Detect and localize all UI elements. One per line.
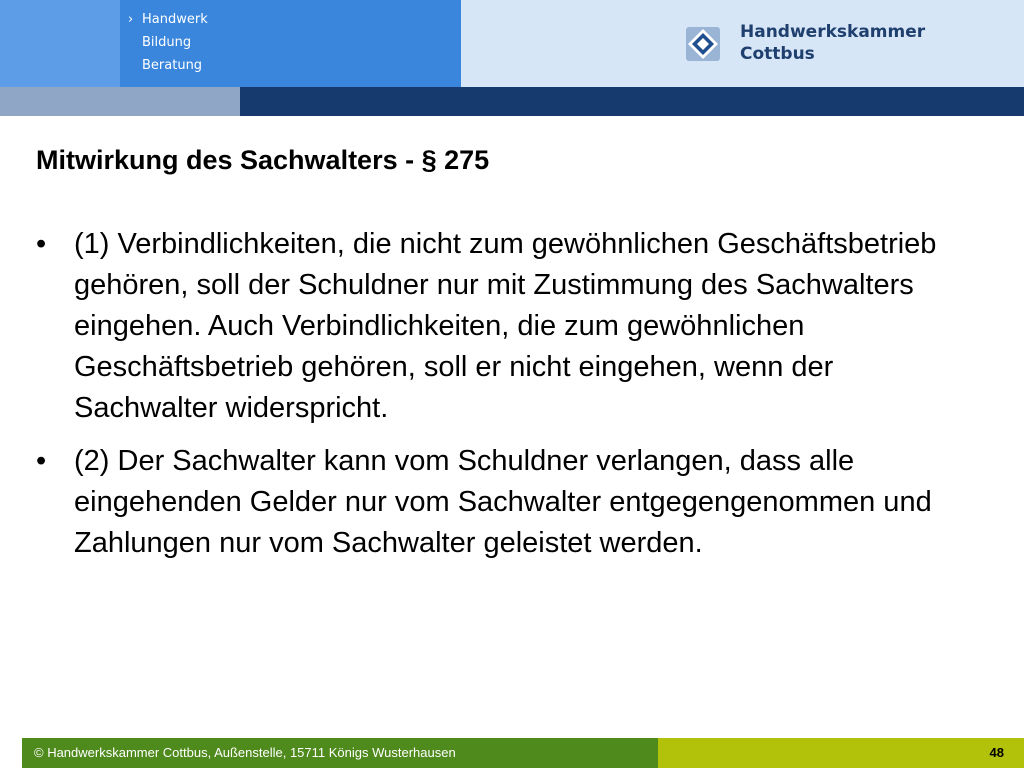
tagline-text: Beratung: [142, 58, 203, 73]
tagline-line-beratung: [128, 54, 208, 77]
bullet-item: [36, 441, 956, 564]
slide-footer: [0, 738, 1024, 768]
bullet-text: (1) Verbindlichkeiten, die nicht zum gewöhnlichen Geschäftsbetrieb gehören, soll der Schuldner nur mit Zustimmung des Sachwalters eingehen. Auch Verbindlichkeiten, die zum gewöhnlichen Geschäftsbetrieb gehören, soll er nicht eingehen, wenn der Sachwalter widerspricht.: [74, 228, 937, 424]
bullet-item: [36, 224, 956, 429]
header-block-left: [0, 0, 120, 87]
page-number: 48: [989, 745, 1004, 760]
header-tagline: [128, 8, 208, 77]
hwk-logo-icon: [684, 25, 722, 63]
tagline-line-handwerk: [128, 8, 208, 31]
hwk-logo-text: [740, 21, 925, 65]
footer-copyright: © Handwerkskammer Cottbus, Außenstelle, 15711 Königs Wusterhausen: [34, 745, 456, 760]
slide-header: [0, 0, 1024, 116]
chevron-right-icon: ›: [128, 12, 134, 27]
logo-line-2: Cottbus: [740, 44, 815, 64]
header-band-dark: [240, 87, 1024, 116]
logo-line-1: Handwerkskammer: [740, 22, 926, 42]
tagline-text: Bildung: [142, 35, 192, 50]
footer-gap: [0, 738, 22, 768]
bullet-dot-icon: •: [36, 228, 47, 260]
bullet-list: [36, 224, 956, 576]
header-band-light: [0, 87, 240, 116]
slide-title: Mitwirkung des Sachwalters - § 275: [36, 145, 490, 175]
footer-bar-lime: [658, 738, 1024, 768]
tagline-line-bildung: [128, 31, 208, 54]
bullet-text: (2) Der Sachwalter kann vom Schuldner verlangen, dass alle eingehenden Gelder nur vom Sachwalter entgegengenommen und Zahlungen nur vom Sachwalter geleistet werden.: [74, 445, 932, 559]
tagline-text: Handwerk: [142, 12, 208, 27]
bullet-dot-icon: •: [36, 445, 47, 477]
